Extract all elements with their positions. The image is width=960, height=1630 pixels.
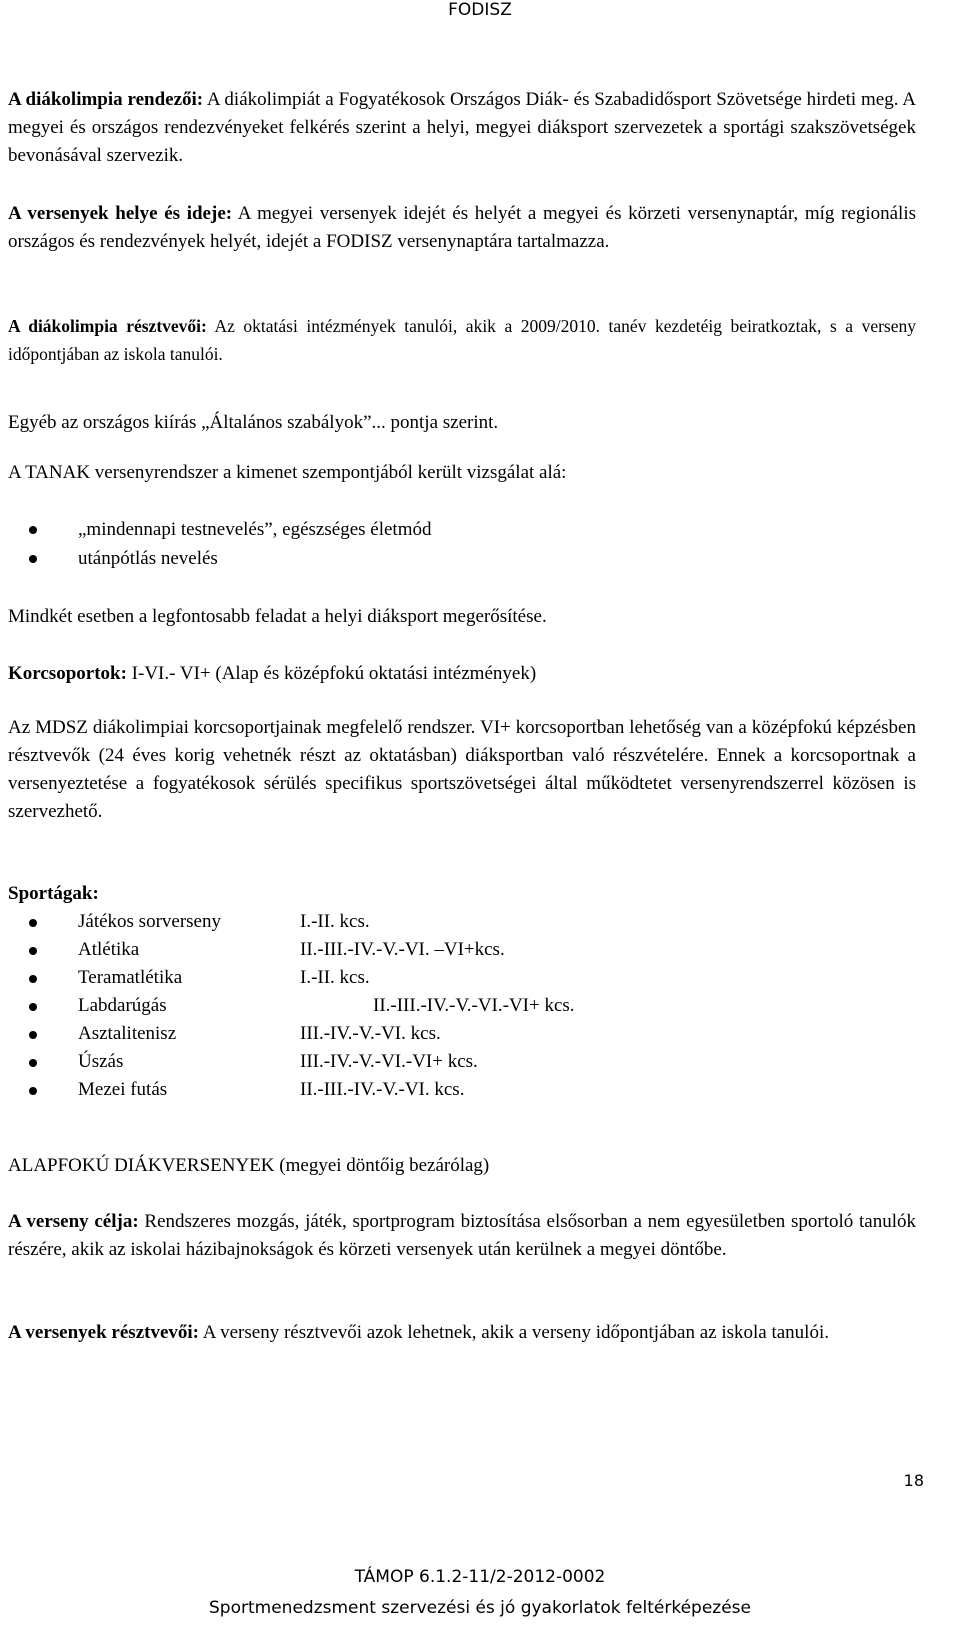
sport-name: Atlétika [78, 939, 140, 960]
bullet-icon [29, 1059, 37, 1067]
sport-name: Mezei futás [78, 1079, 168, 1100]
sport-name: Asztalitenisz [78, 1023, 177, 1044]
sport-age-groups: I.-II. kcs. [300, 911, 370, 932]
sport-name: Játékos sorverseny [78, 911, 221, 932]
running-header: FODISZ [448, 0, 512, 20]
paragraph-comp-participants [8, 1319, 916, 1347]
sport-item [8, 908, 916, 936]
sport-age-groups: II.-III.-IV.-V.-VI. kcs. [300, 1079, 465, 1100]
bullet-icon [29, 1087, 37, 1095]
age-groups-text: I-VI.- VI+ (Alap és középfokú oktatási intézmények) [126, 663, 537, 684]
list-item: „mindennapi testnevelés”, egészséges életmód [8, 515, 916, 544]
sport-age-groups: II.-III.-IV.-V.-VI. –VI+kcs. [300, 939, 505, 960]
sport-item [8, 964, 916, 992]
sport-name: Teramatlétika [78, 967, 183, 988]
paragraph-goal [8, 1208, 916, 1264]
bullet-icon [29, 555, 37, 563]
footer-project-code: TÁMOP 6.1.2-11/2-2012-0002 [354, 1567, 606, 1587]
comp-participants-text: A verseny résztvevői azok lehetnek, akik a verseny időpontjában az iskola tanulói. [199, 1322, 829, 1343]
paragraph-age-groups [8, 660, 916, 688]
bullet-icon [29, 947, 37, 955]
place-time-text: A megyei versenyek idejét és helyét a megyei és körzeti versenynaptár, míg regionális országos és rendezvények helyét, idejét a FODISZ versenynaptára tartalmazza. [8, 203, 916, 252]
bullet-icon [29, 526, 37, 534]
sport-age-groups: II.-III.-IV.-V.-VI.-VI+ kcs. [373, 995, 575, 1016]
sport-item [8, 992, 916, 1020]
footer-project-title: Sportmenedzsment szervezési és jó gyakorlatok feltérképezése [209, 1598, 751, 1618]
sports-label: Sportágak: [8, 883, 99, 904]
both-cases-text: Mindkét esetben a legfontosabb feladat a helyi diáksport megerősítése. [8, 606, 547, 627]
paragraph-other [8, 409, 916, 437]
bullet-icon [29, 1031, 37, 1039]
sports-list [8, 908, 916, 1104]
list-item: utánpótlás nevelés [8, 544, 916, 573]
sport-name: Labdarúgás [78, 995, 167, 1016]
sport-name: Úszás [78, 1051, 124, 1072]
sport-item [8, 1076, 916, 1104]
tanak-list [8, 515, 916, 573]
place-time-label: A versenyek helye és ideje: [8, 203, 233, 224]
sport-age-groups: III.-IV.-V.-VI.-VI+ kcs. [300, 1051, 478, 1072]
sport-item [8, 1020, 916, 1048]
paragraph-both-cases [8, 603, 916, 631]
tanak-text: A TANAK versenyrendszer a kimenet szempontjából került vizsgálat alá: [8, 462, 567, 483]
paragraph-place-time [8, 200, 916, 256]
page-number: 18 [903, 1471, 924, 1490]
sport-item [8, 1048, 916, 1076]
participants-text: Az oktatási intézmények tanulói, akik a 2009/2010. tanév kezdetéig beiratkoztak, s a verseny időpontjában az iskola tanulói. [8, 316, 917, 364]
comp-participants-label: A versenyek résztvevői: [8, 1322, 199, 1343]
paragraph-participants [8, 312, 916, 368]
participants-label: A diákolimpia résztvevői: [8, 316, 207, 336]
other-text: Egyéb az országos kiírás „Általános szabályok”... pontja szerint. [8, 412, 499, 433]
sports-heading [8, 880, 916, 908]
sport-item [8, 936, 916, 964]
paragraph-organizers [8, 86, 916, 170]
organizers-label: A diákolimpia rendezői: [8, 89, 204, 110]
bullet-icon [29, 1003, 37, 1011]
sport-age-groups: I.-II. kcs. [300, 967, 370, 988]
organizers-text: A diákolimpiát a Fogyatékosok Országos Diák- és Szabadidősport Szövetsége hirdeti meg. A megyei és országos rendezvényeket felkérés szerint a helyi, megyei diáksport szervezetek a sportági szakszövetségek bevonásával szervezik. [8, 89, 916, 166]
mdsz-text: Az MDSZ diákolimpiai korcsoportjainak megfelelő rendszer. VI+ korcsoportban lehetőség van a középfokú képzésben résztvevők (24 éves korig vehetnék részt az oktatásban) diáksportban való részvételére. Ennek a korcsoportnak a versenyeztetése a fogyatékosok sérülés specifikus sportszövetségei által működtetet versenyrendszerrel közösen is szervezhető. [8, 717, 916, 822]
age-groups-label: Korcsoportok: [8, 663, 127, 684]
goal-text: Rendszeres mozgás, játék, sportprogram biztosítása elsősorban a nem egyesületben sportoló tanulók részére, akik az iskolai házibajnokságok és körzeti versenyek után kerülnek a megyei döntőbe. [8, 1211, 916, 1260]
alapfoku-text: ALAPFOKÚ DIÁKVERSENYEK (megyei döntőig bezárólag) [8, 1155, 490, 1176]
bullet-icon [29, 975, 37, 983]
goal-label: A verseny célja: [8, 1211, 139, 1232]
sport-age-groups: III.-IV.-V.-VI. kcs. [300, 1023, 441, 1044]
bullet-icon [29, 919, 37, 927]
paragraph-tanak [8, 459, 916, 487]
paragraph-mdsz [8, 714, 916, 826]
paragraph-alapfoku [8, 1152, 916, 1180]
